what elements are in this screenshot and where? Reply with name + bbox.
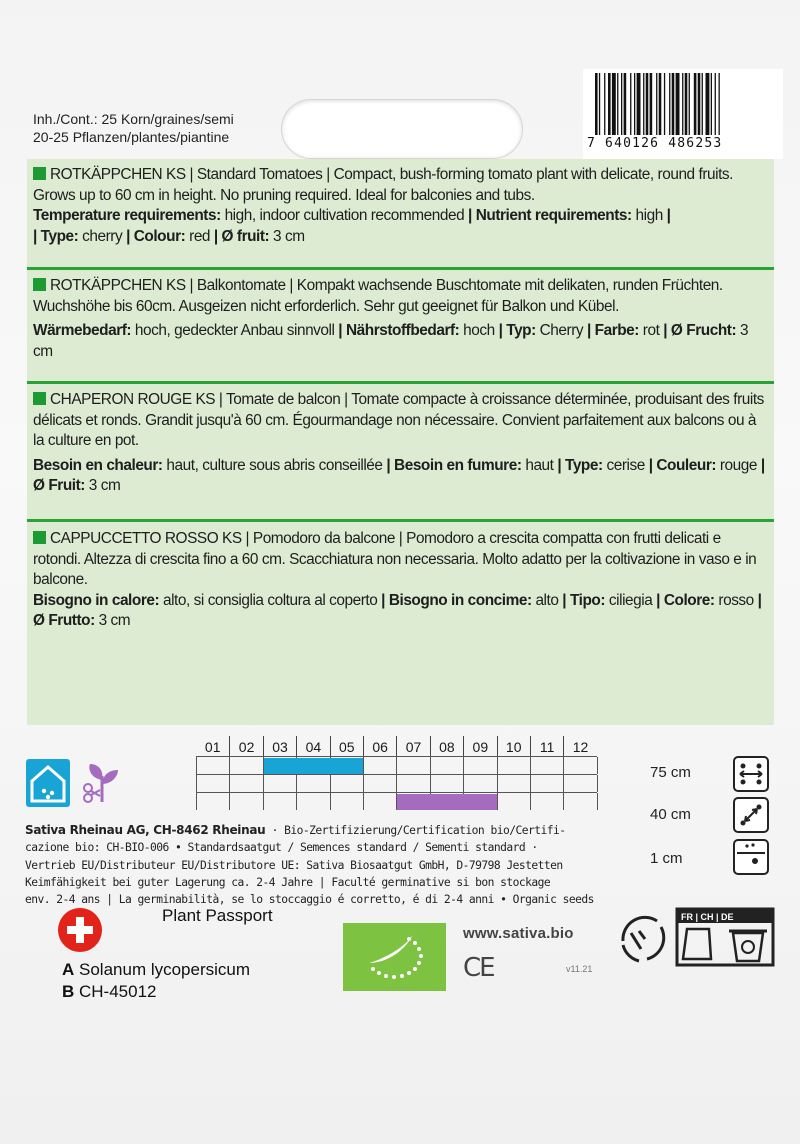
value-de-type: Cherry (535, 322, 587, 339)
label-de-fruit: | Ø Frucht: (663, 322, 737, 339)
passport-species (62, 960, 250, 980)
calendar-cell (229, 793, 262, 810)
passport-b-value: CH-45012 (74, 982, 157, 1001)
value-de-fruit: 3 cm (33, 322, 749, 360)
ce-mark: CE (463, 953, 494, 983)
harvest-period-bar (397, 794, 496, 810)
section-italian (27, 529, 774, 632)
value-it-nutrient: alto (531, 591, 563, 609)
calendar-cell (563, 793, 596, 810)
calendar-cell (330, 793, 363, 810)
label-en-fruit: | Ø fruit: (213, 227, 270, 245)
value-en-nutrient: high (631, 207, 667, 224)
label-fr-type: | Type: (557, 456, 603, 474)
label-it-temp: Bisogno in calore: (33, 591, 160, 609)
label-en-colour: | Colour: (126, 227, 186, 245)
month-04: 04 (296, 736, 329, 758)
divider (27, 519, 774, 522)
month-07: 07 (396, 736, 429, 758)
recycling-info-icon (617, 905, 777, 967)
value-it-type: ciliegia (605, 591, 657, 609)
calendar-cell (396, 757, 429, 774)
legal-line-2: cazione bio: CH-BIO-006 • Standardsaatgut / Semences standard / Sementi standard · (25, 841, 538, 855)
section-de-title: ROTKÄPPCHEN KS | Balkontomate | Kompakt wachsende Buschtomate mit delikaten, runden Früchten. Wuchshöhe bis 60cm. Ausgeizen nicht erforderlich. Sehr gut geeignet für Balkon und Kübel. (33, 277, 723, 315)
value-de-temp: hoch, gedeckter Anbau sinnvoll (131, 322, 339, 339)
company-name: Sativa Rheinau AG, CH-8462 Rheinau (25, 823, 266, 837)
calendar-cell (497, 793, 530, 810)
calendar-cell (196, 757, 229, 774)
month-02: 02 (229, 736, 262, 758)
value-en-colour: red (185, 227, 214, 245)
legal-line-5: env. 2-4 ans | La germinabilità, se lo stoccaggio é corretto, é di 2-4 anni • Organic seeds (25, 893, 594, 907)
calendar-cell (296, 793, 329, 810)
calendar-cell (196, 775, 229, 792)
label-fr-fruit: | Ø Fruit: (33, 456, 765, 494)
calendar-row-harvest (196, 792, 597, 809)
sowing-period-bar (264, 758, 363, 774)
label-en-type: | Type: (33, 227, 79, 245)
barcode-bars (593, 73, 777, 135)
month-06: 06 (363, 736, 396, 758)
value-fr-nutrient: haut (521, 456, 558, 474)
seedling-transplant-icon (78, 758, 126, 808)
row-spacing-icon (733, 756, 769, 792)
label-fr-colour: | Couleur: (648, 456, 717, 474)
section-marker-icon (33, 167, 46, 180)
calendar-cell (263, 793, 296, 810)
version-label: v11.21 (566, 964, 593, 974)
passport-b-label: B (62, 982, 75, 1001)
calendar-cell (463, 757, 496, 774)
plant-spacing-value: 40 cm (650, 806, 691, 823)
legal-line-3: Vertrieb EU/Distributeur EU/Distributore UE: Sativa Biosaatgut GmbH, D-79798 Jestetten (25, 858, 563, 872)
calendar-cell (229, 775, 262, 792)
value-en-fruit: 3 cm (269, 227, 305, 245)
section-english (27, 165, 774, 247)
label-it-type: | Tipo: (562, 591, 606, 609)
barcode (583, 69, 783, 159)
calendar-cell (363, 775, 396, 792)
calendar-cell (363, 793, 396, 810)
calendar-cell (597, 793, 630, 810)
month-05: 05 (330, 736, 363, 758)
month-11: 11 (530, 736, 563, 758)
calendar-cell (497, 757, 530, 774)
section-fr-title: CHAPERON ROUGE KS | Tomate de balcon | Tomate compacte à croissance déterminée, produisant des fruits délicats et ronds. Grandit jusqu'à 60 cm. Égourmandage non nécessaire. Convient parfaitement aux balcons ou à la culture en pot. (33, 391, 764, 449)
calendar-cell (530, 793, 563, 810)
swiss-flag-icon (58, 908, 102, 952)
value-it-fruit: 3 cm (94, 612, 131, 629)
contents-plants: 20-25 Pflanzen/plantes/piantine (33, 129, 230, 145)
row-spacing-value: 75 cm (650, 764, 691, 781)
barcode-digits: 7 640126 486253 (587, 136, 723, 151)
eu-organic-logo-icon (343, 923, 446, 991)
calendar-cell (563, 775, 596, 792)
value-fr-type: cerise (602, 456, 649, 474)
svg-text:FR | CH | DE: FR | CH | DE (681, 912, 734, 922)
divider (27, 381, 774, 384)
calendar-cell (296, 775, 329, 792)
calendar-cell (263, 775, 296, 792)
value-it-colour: rosso (714, 591, 758, 609)
section-en-title: ROTKÄPPCHEN KS | Standard Tomatoes | Compact, bush-forming tomato plant with delicate, round fruits. Grows up to 60 cm in height. No pruning required. Ideal for balconies and tubs. (33, 166, 733, 204)
website-link[interactable]: www.sativa.bio (463, 925, 574, 942)
month-03: 03 (263, 736, 296, 758)
calendar-cell (430, 775, 463, 792)
sowing-calendar (196, 736, 597, 758)
calendar-cell (597, 757, 630, 774)
calendar-cell (396, 775, 429, 792)
label-de-colour: | Farbe: (586, 322, 639, 339)
value-en-type: cherry (78, 227, 127, 245)
label-en-nutrient: | Nutrient requirements: (468, 207, 632, 224)
calendar-cell (497, 775, 530, 792)
section-marker-icon (33, 531, 46, 544)
label-en-sep: | (666, 207, 671, 224)
section-german (27, 276, 774, 362)
calendar-cell (430, 757, 463, 774)
label-it-nutrient: | Bisogno in concime: (381, 591, 532, 609)
calendar-grid (196, 756, 597, 809)
label-fr-temp: Besoin en chaleur: (33, 456, 163, 474)
label-en-temp: Temperature requirements: (33, 207, 221, 224)
month-09: 09 (463, 736, 496, 758)
value-de-nutrient: hoch (459, 322, 499, 339)
plant-passport-title: Plant Passport (162, 906, 273, 925)
month-08: 08 (430, 736, 463, 758)
passport-code (62, 982, 157, 1002)
label-de-nutrient: | Nährstoffbedarf: (338, 322, 460, 339)
label-fr-nutrient: | Besoin en fumure: (386, 456, 522, 474)
contents-seeds: Inh./Cont.: 25 Korn/graines/semi (33, 111, 234, 127)
calendar-cell (229, 757, 262, 774)
label-de-temp: Wärmebedarf: (33, 322, 132, 339)
value-it-temp: alto, si consiglia coltura al coperto (159, 591, 382, 609)
calendar-months (196, 736, 597, 758)
sowing-depth-value: 1 cm (650, 850, 683, 867)
section-it-title: CAPPUCCETTO ROSSO KS | Pomodoro da balcone | Pomodoro a crescita compatta con frutti delicati e rotondi. Altezza di crescita fino a 60 cm. Scacchiatura non necessaria. Molto adatto per la coltivazione in vaso e in balcone. (33, 530, 757, 588)
calendar-cell (597, 775, 630, 792)
value-fr-temp: haut, culture sous abris conseillée (162, 456, 387, 474)
calendar-cell (330, 775, 363, 792)
hang-hole (281, 99, 523, 159)
calendar-cell (363, 757, 396, 774)
value-fr-colour: rouge (716, 456, 761, 474)
sowing-depth-icon (733, 839, 769, 875)
passport-a-value: Solanum lycopersicum (74, 960, 251, 979)
calendar-cell (196, 793, 229, 810)
month-10: 10 (497, 736, 530, 758)
calendar-row-planting (196, 774, 597, 791)
value-en-temp: high, indoor cultivation recommended (220, 207, 469, 224)
calendar-cell (563, 757, 596, 774)
greenhouse-sowing-icon (24, 757, 72, 809)
calendar-cell (530, 775, 563, 792)
contents-info (33, 110, 234, 146)
month-01: 01 (204, 739, 221, 755)
calendar-cell (463, 775, 496, 792)
plant-spacing-icon (733, 797, 769, 833)
month-12: 12 (563, 736, 596, 758)
value-fr-fruit: 3 cm (84, 477, 121, 494)
section-french (27, 390, 774, 497)
value-de-colour: rot (638, 322, 664, 339)
calendar-row-sowing (196, 756, 597, 773)
legal-line-1: · Bio-Zertifizierung/Certification bio/Certifi- (265, 824, 566, 837)
section-marker-icon (33, 278, 46, 291)
label-it-fruit: | Ø Frutto: (33, 591, 762, 629)
description-panel (27, 159, 774, 725)
label-de-type: | Typ: (498, 322, 536, 339)
calendar-cell (530, 757, 563, 774)
section-marker-icon (33, 392, 46, 405)
passport-a-label: A (62, 960, 75, 979)
label-it-colour: | Colore: (656, 591, 715, 609)
legal-text (25, 822, 605, 908)
legal-line-4: Keimfähigkeit bei guter Lagerung ca. 2-4 Jahre | Faculté germinative si bon stockage (25, 875, 551, 889)
divider (27, 267, 774, 270)
